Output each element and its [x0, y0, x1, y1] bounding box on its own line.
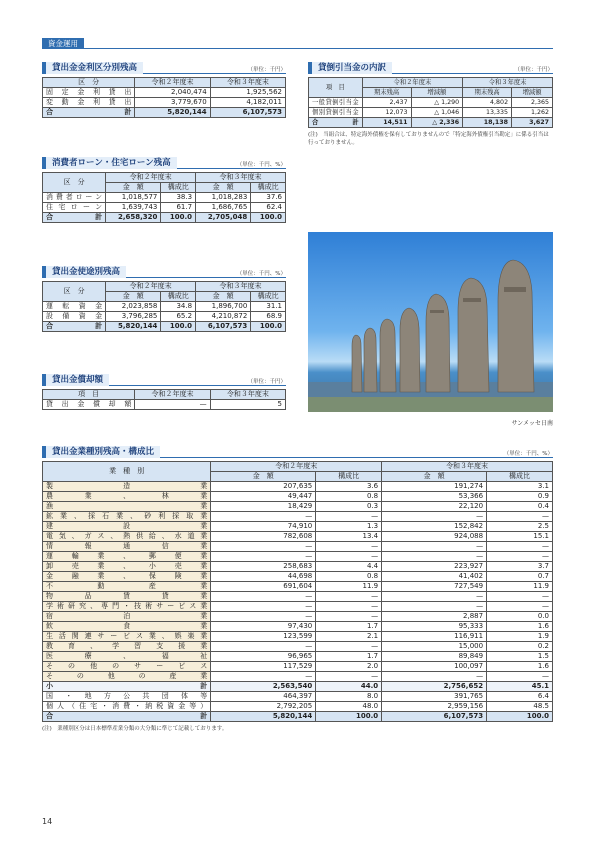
- cell-value: 6,107,573: [196, 322, 251, 332]
- table-row: [43, 612, 553, 622]
- cell-value: 0.3: [316, 502, 382, 512]
- cell-value: 116,911: [382, 632, 487, 642]
- cell-value: 2.1: [316, 632, 382, 642]
- cell-value: —: [382, 542, 487, 552]
- table-row: [43, 622, 553, 632]
- reserve-note: (注) 当組合は、特定海外債権を保有しておりませんので「特定海外債権引当勘定」に係る引当は行っておりません。: [308, 132, 549, 146]
- consumer-housing-loan-table: [42, 172, 286, 223]
- cell-value: 1,639,743: [106, 203, 161, 213]
- cell-value: 2,792,205: [211, 702, 316, 712]
- col-header: 令和３年度末: [196, 173, 286, 183]
- table-row: [43, 312, 286, 322]
- row-label: 学術研究、専門・技術サービス業: [43, 602, 211, 612]
- cell-value: 48.5: [487, 702, 553, 712]
- cell-value: 13,335: [463, 108, 512, 118]
- loan-loss-reserve-table: [308, 77, 553, 128]
- cell-value: —: [382, 552, 487, 562]
- row-label: 不動産業: [43, 582, 211, 592]
- col-subheader: 金 額: [382, 472, 487, 482]
- row-label: 医療、福祉: [43, 652, 211, 662]
- row-label: 変動金利貸出: [43, 98, 135, 108]
- cell-value: 95,333: [382, 622, 487, 632]
- table-row: [43, 662, 553, 672]
- cell-value: 68.9: [251, 312, 286, 322]
- row-label: 運転資金: [43, 302, 106, 312]
- row-label: 鉱業、採石業、砂利採取業: [43, 512, 211, 522]
- row-label: 物品賃貸業: [43, 592, 211, 602]
- cell-value: 12,073: [362, 108, 411, 118]
- cell-value: 2,040,474: [135, 88, 210, 98]
- table-row: [43, 302, 286, 312]
- cell-value: 100.0: [161, 322, 196, 332]
- cell-value: △ 1,046: [411, 108, 463, 118]
- cell-value: 6,107,573: [382, 712, 487, 722]
- col-header: 令和３年度末: [210, 78, 285, 88]
- loan-purpose-section: [42, 266, 286, 332]
- cell-value: —: [487, 672, 553, 682]
- row-label: 一般貸倒引当金: [309, 98, 363, 108]
- col-header: 令和２年度末: [135, 390, 210, 400]
- row-label: 農業、林業: [43, 492, 211, 502]
- cell-value: 223,927: [382, 562, 487, 572]
- cell-value: —: [211, 612, 316, 622]
- cell-value: 22,120: [382, 502, 487, 512]
- cell-value: 3,627: [512, 118, 553, 128]
- cell-value: 65.2: [161, 312, 196, 322]
- cell-value: —: [316, 592, 382, 602]
- cell-value: 34.8: [161, 302, 196, 312]
- cell-value: 2.5: [487, 522, 553, 532]
- cell-value: —: [316, 642, 382, 652]
- cell-value: 207,635: [211, 482, 316, 492]
- col-header: 区 分: [43, 78, 135, 88]
- col-header: 令和３年度末: [463, 78, 553, 88]
- cell-value: 61.7: [161, 203, 196, 213]
- cell-value: 2.0: [316, 662, 382, 672]
- cell-value: 1.6: [487, 622, 553, 632]
- row-label: 生活関連サービス業、娯楽業: [43, 632, 211, 642]
- table-row: [43, 98, 286, 108]
- cell-value: 464,397: [211, 692, 316, 702]
- cell-value: —: [382, 672, 487, 682]
- cell-value: 4,210,872: [196, 312, 251, 322]
- cell-value: 2,658,320: [106, 213, 161, 223]
- section-title: 貸出金業種別残高・構成比: [42, 446, 160, 458]
- row-label: 教育、学習支援業: [43, 642, 211, 652]
- cell-value: 6.4: [487, 692, 553, 702]
- table-row: [43, 482, 553, 492]
- cell-value: 2,959,156: [382, 702, 487, 712]
- photo-caption: サンメッセ日南: [511, 420, 553, 427]
- unit-label: （単位：千円）: [514, 67, 553, 73]
- col-header: 令和２年度末: [135, 78, 210, 88]
- cell-value: 2,023,858: [106, 302, 161, 312]
- subtotal-row: [43, 682, 553, 692]
- cell-value: 1,018,283: [196, 193, 251, 203]
- col-header: 業 種 別: [43, 462, 211, 482]
- col-header: 項 目: [309, 78, 363, 98]
- cell-value: —: [487, 552, 553, 562]
- unit-label: （単位：千円、%）: [503, 451, 553, 457]
- cell-value: 100.0: [251, 322, 286, 332]
- table-row: [43, 562, 553, 572]
- row-label: 合 計: [43, 213, 106, 223]
- cell-value: —: [487, 602, 553, 612]
- cell-value: 3,796,285: [106, 312, 161, 322]
- cell-value: 0.0: [487, 612, 553, 622]
- cell-value: 0.8: [316, 572, 382, 582]
- cell-value: 74,910: [211, 522, 316, 532]
- table-row: [43, 400, 286, 410]
- cell-value: 18,429: [211, 502, 316, 512]
- col-subheader: 構成比: [161, 292, 196, 302]
- cell-value: 1,018,577: [106, 193, 161, 203]
- col-subheader: 構成比: [251, 183, 286, 193]
- cell-value: —: [211, 512, 316, 522]
- table-row: [43, 203, 286, 213]
- col-header: 令和２年度末: [106, 282, 196, 292]
- cell-value: 1,686,765: [196, 203, 251, 213]
- cell-value: 18,138: [463, 118, 512, 128]
- cell-value: —: [316, 602, 382, 612]
- total-row: [43, 712, 553, 722]
- cell-value: 38.3: [161, 193, 196, 203]
- row-label: 個人（住宅・消費・納税資金等）: [43, 702, 211, 712]
- col-subheader: 金 額: [196, 183, 251, 193]
- cell-value: 782,608: [211, 532, 316, 542]
- cell-value: —: [487, 592, 553, 602]
- row-label: 漁業: [43, 502, 211, 512]
- consumer-housing-loan-section: [42, 157, 286, 223]
- cell-value: 1,262: [512, 108, 553, 118]
- row-label: 電気、ガス、熱供給、水道業: [43, 532, 211, 542]
- rate-type-balance-table: [42, 77, 286, 118]
- col-header: 令和２年度末: [362, 78, 463, 88]
- cell-value: 2,563,540: [211, 682, 316, 692]
- unit-label: （単位：千円）: [247, 379, 286, 385]
- section-tag: 資金運用: [42, 38, 84, 49]
- cell-value: —: [211, 642, 316, 652]
- cell-value: 1.9: [487, 632, 553, 642]
- col-subheader: 期末残高: [463, 88, 512, 98]
- row-label: その他の産業: [43, 672, 211, 682]
- row-label: 住宅ローン: [43, 203, 106, 213]
- table-row: [43, 522, 553, 532]
- section-title: 貸出金使途別残高: [42, 266, 126, 278]
- unit-label: （単位：千円、%）: [236, 271, 286, 277]
- loan-writeoff-table: [42, 389, 286, 410]
- cell-value: 14,511: [362, 118, 411, 128]
- cell-value: 1.3: [316, 522, 382, 532]
- cell-value: 5,820,144: [135, 108, 210, 118]
- col-subheader: 金 額: [196, 292, 251, 302]
- table-row: [43, 582, 553, 592]
- cell-value: 5,820,144: [106, 322, 161, 332]
- rate-type-balance-section: [42, 62, 286, 118]
- cell-value: △ 2,336: [411, 118, 463, 128]
- cell-value: 4.4: [316, 562, 382, 572]
- row-label: 個別貸倒引当金: [309, 108, 363, 118]
- row-label: 建設業: [43, 522, 211, 532]
- cell-value: 96,965: [211, 652, 316, 662]
- cell-value: 191,274: [382, 482, 487, 492]
- section-title: 貸倒引当金の内訳: [308, 62, 392, 74]
- cell-value: —: [211, 592, 316, 602]
- table-row: [43, 592, 553, 602]
- table-row: [43, 572, 553, 582]
- cell-value: 15.1: [487, 532, 553, 542]
- col-header: 区 分: [43, 282, 106, 302]
- table-row: [43, 492, 553, 502]
- cell-value: —: [316, 672, 382, 682]
- cell-value: 44,698: [211, 572, 316, 582]
- cell-value: 1.6: [487, 662, 553, 672]
- cell-value: 6,107,573: [210, 108, 285, 118]
- total-row: [309, 118, 553, 128]
- cell-value: 1,896,700: [196, 302, 251, 312]
- industry-note: (注) 業種別区分は日本標準産業分類の大分類に準じて記載しております。: [42, 726, 228, 732]
- row-label: 飲食業: [43, 622, 211, 632]
- top-rule: [42, 48, 553, 49]
- row-label: その他のサービス: [43, 662, 211, 672]
- page-number: 14: [42, 817, 53, 826]
- total-row: [43, 322, 286, 332]
- col-subheader: 金 額: [211, 472, 316, 482]
- cell-value: 49,447: [211, 492, 316, 502]
- moai-statues-illustration: [308, 232, 553, 412]
- table-row: [43, 88, 286, 98]
- section-title: 貸出金償却額: [42, 374, 109, 386]
- cell-value: 123,599: [211, 632, 316, 642]
- col-subheader: 金 額: [106, 183, 161, 193]
- row-label: 製造業: [43, 482, 211, 492]
- cell-value: 53,366: [382, 492, 487, 502]
- cell-value: 1.7: [316, 622, 382, 632]
- cell-value: —: [211, 672, 316, 682]
- col-subheader: 構成比: [316, 472, 382, 482]
- industry-loan-section: [42, 446, 553, 733]
- cell-value: 2,756,652: [382, 682, 487, 692]
- row-label: 貸出金償却額: [43, 400, 135, 410]
- cell-value: 37.6: [251, 193, 286, 203]
- total-row: [43, 213, 286, 223]
- table-row: [309, 98, 553, 108]
- cell-value: —: [316, 612, 382, 622]
- cell-value: 1.7: [316, 652, 382, 662]
- cell-value: 4,802: [463, 98, 512, 108]
- cell-value: 2,887: [382, 612, 487, 622]
- row-label: 小 計: [43, 682, 211, 692]
- col-header: 令和３年度末: [382, 462, 553, 472]
- loan-purpose-table: [42, 281, 286, 332]
- cell-value: —: [487, 542, 553, 552]
- row-label: 設備資金: [43, 312, 106, 322]
- row-label: 固定金利貸出: [43, 88, 135, 98]
- cell-value: 100.0: [316, 712, 382, 722]
- moai-photo: [308, 232, 553, 412]
- loan-writeoff-section: [42, 374, 286, 410]
- table-row: [43, 692, 553, 702]
- row-label: 消費者ローン: [43, 193, 106, 203]
- table-row: [43, 702, 553, 712]
- cell-value: 45.1: [487, 682, 553, 692]
- unit-label: （単位：千円、%）: [236, 162, 286, 168]
- table-row: [43, 542, 553, 552]
- unit-label: （単位：千円）: [247, 67, 286, 73]
- col-subheader: 期末残高: [362, 88, 411, 98]
- cell-value: 924,088: [382, 532, 487, 542]
- table-row: [43, 502, 553, 512]
- cell-value: 391,765: [382, 692, 487, 702]
- cell-value: 31.1: [251, 302, 286, 312]
- cell-value: 100.0: [251, 213, 286, 223]
- cell-value: 4,182,011: [210, 98, 285, 108]
- cell-value: 0.4: [487, 502, 553, 512]
- cell-value: 13.4: [316, 532, 382, 542]
- cell-value: 5,820,144: [211, 712, 316, 722]
- table-row: [43, 512, 553, 522]
- col-subheader: 構成比: [251, 292, 286, 302]
- col-header: 令和３年度末: [210, 390, 285, 400]
- cell-value: 100.0: [487, 712, 553, 722]
- row-label: 合 計: [43, 322, 106, 332]
- row-label: 運輸業、郵便業: [43, 552, 211, 562]
- table-row: [43, 652, 553, 662]
- cell-value: 11.9: [316, 582, 382, 592]
- cell-value: △ 1,290: [411, 98, 463, 108]
- col-subheader: 構成比: [161, 183, 196, 193]
- loan-loss-reserve-section: [308, 62, 553, 147]
- cell-value: —: [316, 552, 382, 562]
- col-subheader: 増減額: [512, 88, 553, 98]
- table-row: [309, 108, 553, 118]
- cell-value: 2,365: [512, 98, 553, 108]
- cell-value: —: [382, 512, 487, 522]
- cell-value: 100,097: [382, 662, 487, 672]
- row-label: 合 計: [43, 712, 211, 722]
- section-title: 消費者ローン・住宅ローン残高: [42, 157, 177, 169]
- cell-value: 0.9: [487, 492, 553, 502]
- cell-value: 1.5: [487, 652, 553, 662]
- col-header: 令和２年度末: [106, 173, 196, 183]
- col-header: 項 目: [43, 390, 135, 400]
- industry-loan-table: [42, 461, 553, 722]
- cell-value: —: [316, 512, 382, 522]
- cell-value: 727,549: [382, 582, 487, 592]
- cell-value: 3.1: [487, 482, 553, 492]
- row-label: 国・地方公共団体等: [43, 692, 211, 702]
- row-label: 合 計: [43, 108, 135, 118]
- cell-value: 3.7: [487, 562, 553, 572]
- cell-value: 0.2: [487, 642, 553, 652]
- cell-value: 62.4: [251, 203, 286, 213]
- table-row: [43, 642, 553, 652]
- cell-value: —: [211, 602, 316, 612]
- cell-value: 44.0: [316, 682, 382, 692]
- total-row: [43, 108, 286, 118]
- table-row: [43, 532, 553, 542]
- col-subheader: 増減額: [411, 88, 463, 98]
- cell-value: 41,402: [382, 572, 487, 582]
- col-header: 区 分: [43, 173, 106, 193]
- cell-value: —: [487, 512, 553, 522]
- cell-value: 8.0: [316, 692, 382, 702]
- cell-value: —: [382, 602, 487, 612]
- row-label: 情報通信業: [43, 542, 211, 552]
- col-header: 令和２年度末: [211, 462, 382, 472]
- cell-value: —: [135, 400, 210, 410]
- cell-value: 15,000: [382, 642, 487, 652]
- cell-value: 48.0: [316, 702, 382, 712]
- cell-value: 11.9: [487, 582, 553, 592]
- cell-value: —: [211, 552, 316, 562]
- cell-value: —: [316, 542, 382, 552]
- table-row: [43, 632, 553, 642]
- cell-value: 3.6: [316, 482, 382, 492]
- cell-value: 2,437: [362, 98, 411, 108]
- cell-value: —: [211, 542, 316, 552]
- cell-value: 0.7: [487, 572, 553, 582]
- cell-value: 1,925,562: [210, 88, 285, 98]
- table-row: [43, 672, 553, 682]
- row-label: 卸売業、小売業: [43, 562, 211, 572]
- table-row: [43, 602, 553, 612]
- cell-value: 0.8: [316, 492, 382, 502]
- cell-value: 691,604: [211, 582, 316, 592]
- table-row: [43, 552, 553, 562]
- row-label: 金融業、保険業: [43, 572, 211, 582]
- row-label: 合 計: [309, 118, 363, 128]
- section-title: 貸出金金利区分別残高: [42, 62, 143, 74]
- row-label: 宿泊業: [43, 612, 211, 622]
- cell-value: 100.0: [161, 213, 196, 223]
- cell-value: —: [382, 592, 487, 602]
- table-row: [43, 193, 286, 203]
- cell-value: 258,683: [211, 562, 316, 572]
- col-subheader: 金 額: [106, 292, 161, 302]
- col-subheader: 構成比: [487, 472, 553, 482]
- cell-value: 152,842: [382, 522, 487, 532]
- cell-value: 3,779,670: [135, 98, 210, 108]
- col-header: 令和３年度末: [196, 282, 286, 292]
- cell-value: 117,529: [211, 662, 316, 672]
- cell-value: 2,705,048: [196, 213, 251, 223]
- cell-value: 97,430: [211, 622, 316, 632]
- cell-value: 5: [210, 400, 285, 410]
- cell-value: 89,849: [382, 652, 487, 662]
